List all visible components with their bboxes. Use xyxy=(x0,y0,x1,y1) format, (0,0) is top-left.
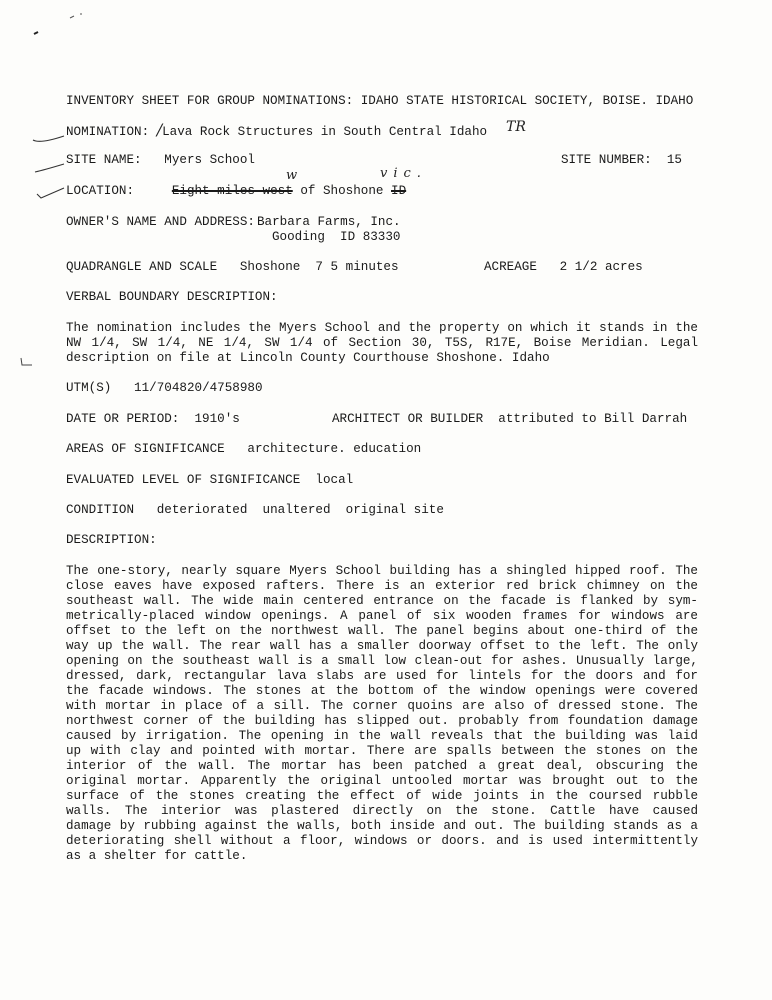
hand-slash: / xyxy=(156,120,163,139)
quadrangle-label: QUADRANGLE AND SCALE xyxy=(66,260,218,274)
document-header: INVENTORY SHEET FOR GROUP NOMINATIONS: IDAHO STATE HISTORICAL SOCIETY, BOISE. IDAHO xyxy=(66,94,694,108)
quadrangle-row xyxy=(66,260,399,275)
description-line: as a shelter for cattle. xyxy=(66,849,248,863)
description-line: northwest corner of the building has slipped out. probably from foundation damage xyxy=(66,714,698,728)
boundary-line: description on file at Lincoln County Courthouse Shoshone. Idaho xyxy=(66,351,550,365)
pen-mark-top xyxy=(30,10,90,40)
check-mark-site-name xyxy=(32,158,68,178)
areas-row xyxy=(66,442,421,457)
condition-row xyxy=(66,503,444,518)
description-line: deteriorating shell without a floor, windows or doors. and is used intermittently xyxy=(66,834,698,848)
areas-value: architecture. education xyxy=(247,442,422,456)
check-mark-location xyxy=(34,184,68,202)
level-value: local xyxy=(315,473,354,487)
owner-label: OWNER'S NAME AND ADDRESS: xyxy=(66,215,255,229)
date-row xyxy=(66,412,240,427)
description-text xyxy=(66,564,698,864)
owner-row xyxy=(66,215,255,230)
acreage-row xyxy=(484,260,643,275)
site-number-row xyxy=(561,153,682,168)
site-name-row xyxy=(66,153,255,168)
description-line: walls. The interior was plastered directly on the stone. Cattle have caused xyxy=(66,804,698,818)
boundary-line: The nomination includes the Myers School and the property on which it stands in the xyxy=(66,321,698,335)
site-name-value: Myers School xyxy=(164,153,255,167)
location-of: of Shoshone xyxy=(300,184,384,198)
description-line: metrically-placed window openings. A panel of six wooden frames for windows are xyxy=(66,609,698,623)
location-struck-state: ID xyxy=(391,184,407,198)
date-label: DATE OR PERIOD: xyxy=(66,412,180,426)
quadrangle-value: Shoshone 7 5 minutes xyxy=(239,260,399,274)
acreage-label: ACREAGE xyxy=(484,260,537,274)
verbal-boundary-label: VERBAL BOUNDARY DESCRIPTION: xyxy=(66,290,278,304)
margin-mark-boundary xyxy=(18,356,42,370)
description-line: damage by rubbing against the walls, both inside and out. The building stands as a xyxy=(66,819,698,833)
site-number-value: 15 xyxy=(666,153,682,167)
description-line: caused by irrigation. The opening in the wall reveals that the building was laid xyxy=(66,729,698,743)
location-hand-w: w xyxy=(286,168,298,183)
description-line: the facade windows. The stones at the bottom of the window openings were covered xyxy=(66,684,698,698)
utm-row xyxy=(66,381,263,396)
description-line: opening on the southeast wall is a small low clean-out for ashes. Unusually large, xyxy=(66,654,698,668)
verbal-boundary-text xyxy=(66,321,698,366)
utm-value: 11/704820/4758980 xyxy=(134,381,263,395)
architect-value: attributed to Bill Darrah xyxy=(498,412,688,426)
nomination-row xyxy=(66,122,487,140)
description-line: up with clay and pointed with mortar. There are spalls between the stones on the xyxy=(66,744,698,758)
description-line: dressed, dark, rectangular lava slabs are used for lintels for the doors and for xyxy=(66,669,698,683)
description-line: southeast wall. The wide main centered entrance on the facade is flanked by sym- xyxy=(66,594,698,608)
description-label: DESCRIPTION: xyxy=(66,533,157,547)
nomination-label: NOMINATION: xyxy=(66,125,150,139)
acreage-value: 2 1/2 acres xyxy=(559,260,643,274)
boundary-line: NW 1/4, SW 1/4, NE 1/4, SW 1/4 of Section 30, T5S, R17E, Boise Meridian. Legal xyxy=(66,336,698,350)
description-line: way up the wall. The rear wall has a smaller doorway offset to the left. The only xyxy=(66,639,698,653)
owner-line2: Gooding ID 83330 xyxy=(272,230,401,244)
description-line: offset to the left on the northwest wall. The panel begins about one-third of the xyxy=(66,624,698,638)
location-hand-vic: vic. xyxy=(380,166,427,181)
condition-value: deteriorated unaltered original site xyxy=(156,503,444,517)
description-line: surface of the stones creating the effect of wide joints in the coursed rubble xyxy=(66,789,698,803)
nomination-handwritten: TR xyxy=(506,119,526,135)
description-line: The one-story, nearly square Myers School building has a shingled hipped roof. The xyxy=(66,564,698,578)
description-line: close eaves have exposed rafters. There is an exterior red brick chimney on the xyxy=(66,579,698,593)
site-number-label: SITE NUMBER: xyxy=(561,153,652,167)
location-row xyxy=(66,184,406,199)
utm-label: UTM(S) xyxy=(66,381,112,395)
condition-label: CONDITION xyxy=(66,503,135,517)
description-line: interior of the wall. The mortar has been patched a great deal, obscuring the xyxy=(66,759,698,773)
check-mark-nomination xyxy=(30,126,66,148)
areas-label: AREAS OF SIGNIFICANCE xyxy=(66,442,225,456)
owner-line1: Barbara Farms, Inc. xyxy=(257,215,401,229)
architect-row xyxy=(332,412,687,427)
date-value: 1910's xyxy=(194,412,240,426)
description-line: original mortar. Apparently the original untooled mortar was brought out to the xyxy=(66,774,698,788)
level-label: EVALUATED LEVEL OF SIGNIFICANCE xyxy=(66,473,301,487)
architect-label: ARCHITECT OR BUILDER xyxy=(332,412,484,426)
location-struck: Eight miles west xyxy=(171,184,293,198)
location-label: LOCATION: xyxy=(66,184,135,198)
level-row xyxy=(66,473,353,488)
description-line: with mortar in place of a sill. The corner quoins are also of dressed stone. The xyxy=(66,699,698,713)
nomination-value: Lava Rock Structures in South Central Idaho xyxy=(162,125,488,139)
site-name-label: SITE NAME: xyxy=(66,153,142,167)
